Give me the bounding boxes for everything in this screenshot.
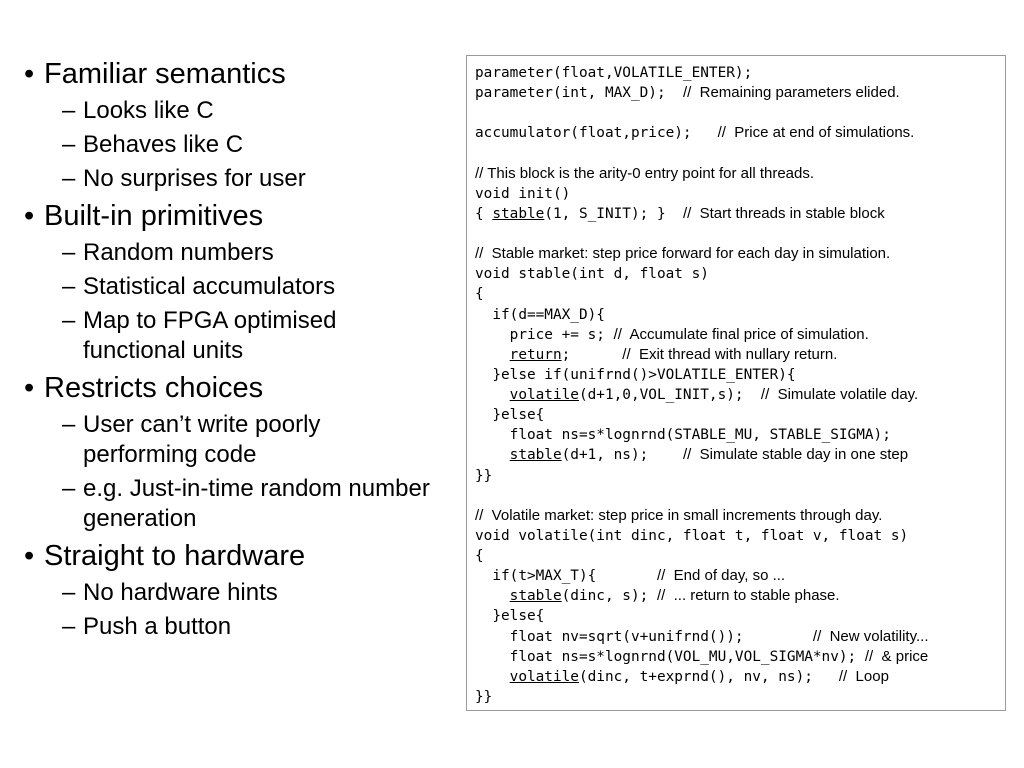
code-keyword: volatile xyxy=(509,387,579,403)
code-text: (dinc, s); xyxy=(561,588,657,605)
code-text: (dinc, t+exprnd(), nv, ns); xyxy=(578,668,839,685)
code-comment: // Start threads in stable block xyxy=(682,204,885,222)
code-text: }else{ xyxy=(475,407,545,424)
code-blank-line xyxy=(475,103,1005,123)
bullet-restricts-choices: • Restricts choices xyxy=(24,370,434,406)
code-comment: // & price xyxy=(864,647,929,665)
code-line xyxy=(475,264,1005,284)
code-line xyxy=(475,204,1005,224)
code-indent xyxy=(475,347,510,363)
code-text: }} xyxy=(475,467,493,484)
code-text: (1, S_INIT); } xyxy=(544,205,683,222)
code-line xyxy=(475,586,1005,606)
bullet-list xyxy=(24,56,434,642)
code-text: }else{ xyxy=(475,608,545,625)
code-text: if(d==MAX_D){ xyxy=(475,306,605,323)
code-line xyxy=(475,566,1005,586)
bullet-familiar-semantics: • Familiar semantics xyxy=(24,56,434,92)
code-comment: // Volatile market: step price in small increments through day. xyxy=(475,506,883,524)
code-text: void stable(int d, float s) xyxy=(475,266,709,283)
code-text: if(t>MAX_T){ xyxy=(475,568,657,585)
code-text: float ns=s*lognrnd(STABLE_MU, STABLE_SIGMA); xyxy=(475,427,891,444)
code-line xyxy=(475,365,1005,385)
code-line xyxy=(475,63,1005,83)
code-comment: // New volatility... xyxy=(812,627,929,645)
code-blank-line xyxy=(475,224,1005,244)
sub-bullet: – Map to FPGA optimised functional units xyxy=(62,306,434,366)
code-text: void init() xyxy=(475,185,571,202)
code-keyword: volatile xyxy=(509,668,579,685)
code-text: }else if(unifrnd()>VOLATILE_ENTER){ xyxy=(475,366,796,383)
code-text: parameter(float,VOLATILE_ENTER); xyxy=(475,65,753,81)
code-line xyxy=(475,345,1005,365)
code-line xyxy=(475,284,1005,304)
code-text: parameter(int, MAX_D); xyxy=(475,85,683,102)
code-comment: // Simulate stable day in one step xyxy=(682,446,909,464)
code-comment: // This block is the arity-0 entry point for all threads. xyxy=(475,164,815,182)
code-blank-line xyxy=(475,144,1005,164)
sub-bullet: – e.g. Just-in-time random number generation xyxy=(62,474,434,534)
code-line xyxy=(475,627,1005,647)
sub-bullet: – Statistical accumulators xyxy=(62,272,434,302)
code-text: float ns=s*lognrnd(VOL_MU,VOL_SIGMA*nv); xyxy=(475,648,865,665)
code-text: (d+1, ns); xyxy=(561,447,683,464)
code-comment: // ... return to stable phase. xyxy=(656,587,840,605)
code-line xyxy=(475,546,1005,566)
code-indent xyxy=(475,588,510,604)
code-comment: // Price at end of simulations. xyxy=(717,124,915,142)
code-indent: { xyxy=(475,205,493,222)
sub-bullet: – Random numbers xyxy=(62,238,434,268)
code-text: }} xyxy=(475,688,493,705)
sub-bullet: – Looks like C xyxy=(62,96,434,126)
code-line xyxy=(475,445,1005,465)
code-text: { xyxy=(475,548,484,564)
code-comment: // Exit thread with nullary return. xyxy=(622,345,838,363)
code-line xyxy=(475,687,1005,707)
code-line xyxy=(475,425,1005,445)
code-indent xyxy=(475,447,510,463)
code-line xyxy=(475,305,1005,325)
code-line xyxy=(475,325,1005,345)
code-text: (d+1,0,VOL_INIT,s); xyxy=(578,387,761,403)
code-comment: // End of day, so ... xyxy=(656,567,786,585)
code-line xyxy=(475,466,1005,486)
code-text: float nv=sqrt(v+unifrnd()); xyxy=(475,628,813,645)
code-line xyxy=(475,405,1005,425)
code-line xyxy=(475,647,1005,667)
code-line xyxy=(475,83,1005,103)
code-line xyxy=(475,385,1005,405)
sub-bullet: – Push a button xyxy=(62,612,434,642)
sub-bullet: – Behaves like C xyxy=(62,130,434,160)
code-line xyxy=(475,244,1005,264)
code-line xyxy=(475,667,1005,687)
code-keyword: stable xyxy=(509,588,562,605)
sub-bullet: – No surprises for user xyxy=(62,164,434,194)
sub-bullet: – User can’t write poorly performing code xyxy=(62,410,434,470)
sub-bullet: – No hardware hints xyxy=(62,578,434,608)
code-keyword: return xyxy=(509,346,562,363)
code-line xyxy=(475,526,1005,546)
code-line xyxy=(475,164,1005,184)
code-blank-line xyxy=(475,486,1005,506)
code-comment: // Simulate volatile day. xyxy=(760,386,919,403)
bullet-straight-to-hardware: • Straight to hardware xyxy=(24,538,434,574)
code-listing xyxy=(466,55,1006,711)
code-comment: // Stable market: step price forward for each day in simulation. xyxy=(475,245,891,263)
code-text: accumulator(float,price); xyxy=(475,125,718,142)
code-text: { xyxy=(475,286,484,303)
code-comment: // Loop xyxy=(838,667,889,685)
code-text: ; xyxy=(561,346,623,363)
code-line xyxy=(475,506,1005,526)
code-keyword: stable xyxy=(492,205,545,222)
code-line xyxy=(475,606,1005,626)
code-text: price += s; xyxy=(475,326,614,343)
code-text: void volatile(int dinc, float t, float v, float s) xyxy=(475,527,909,544)
code-line xyxy=(475,184,1005,204)
code-comment: // Remaining parameters elided. xyxy=(682,84,900,102)
bullet-built-in-primitives: • Built-in primitives xyxy=(24,198,434,234)
code-comment: // Accumulate final price of simulation. xyxy=(613,325,869,343)
code-indent xyxy=(475,669,510,685)
code-keyword: stable xyxy=(509,447,562,464)
code-indent xyxy=(475,387,510,403)
code-line xyxy=(475,123,1005,143)
